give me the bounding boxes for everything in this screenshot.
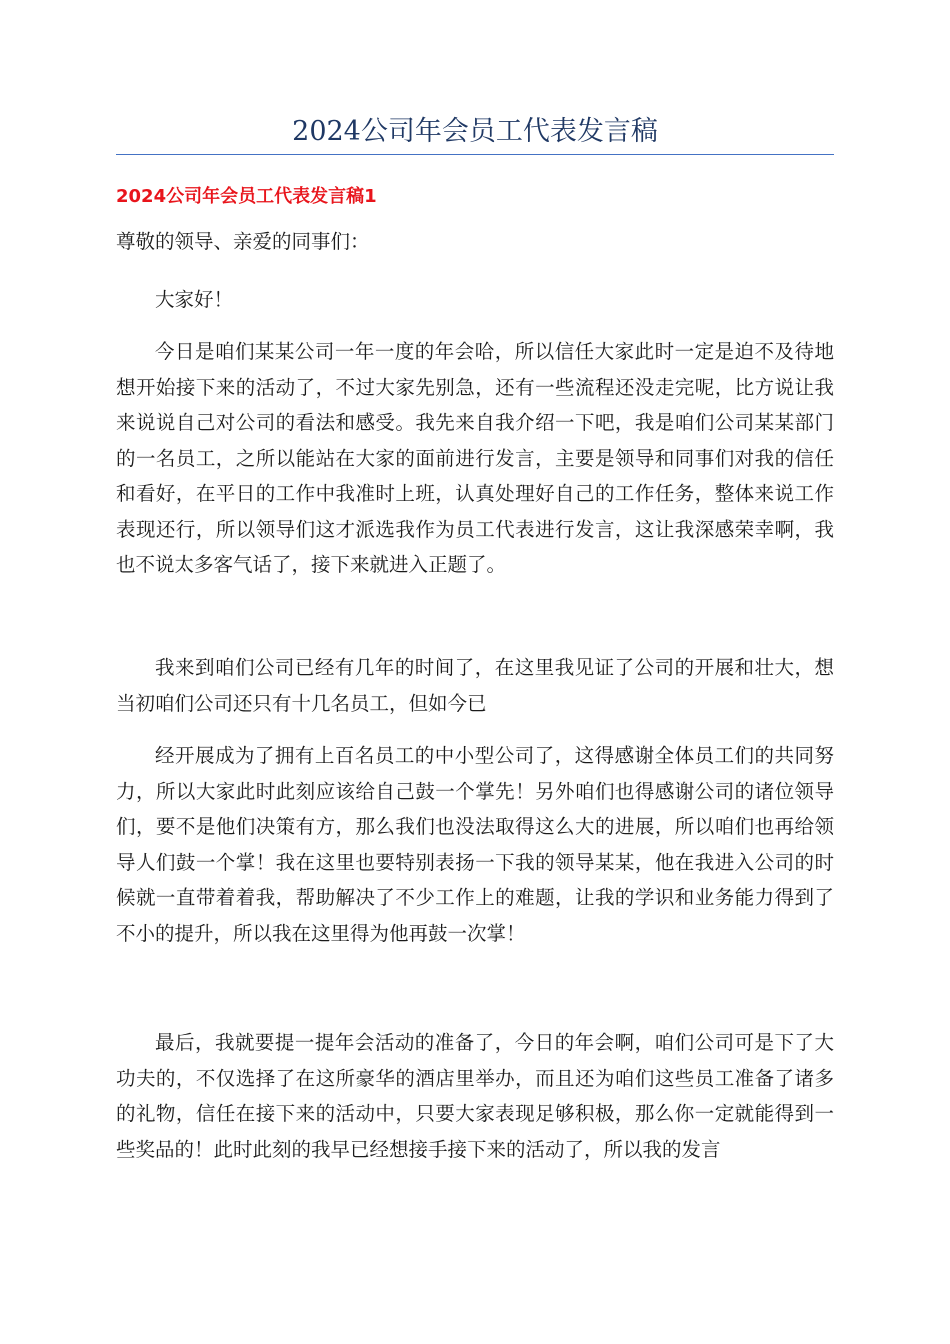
section-heading: 2024公司年会员工代表发言稿1 bbox=[116, 186, 377, 207]
paragraph-2: 我来到咱们公司已经有几年的时间了，在这里我见证了公司的开展和壮大，想当初咱们公司还只有十几名员工，但如今已 bbox=[116, 656, 834, 715]
paragraph-3: 经开展成为了拥有上百名员工的中小型公司了，这得感谢全体员工们的共同努力，所以大家此时此刻应该给自己鼓一个掌先！另外咱们也得感谢公司的诸位领导们，要不是他们决策有方，那么我们也没法取得这么大的进展，所以咱们也再给领导人们鼓一个掌！我在这里也要特别表扬一下我的领导某某，他在我进入公司的时候就一直带着着我，帮助解决了不少工作上的难题，让我的学识和业务能力得到了不小的提升，所以我在这里得为他再鼓一次掌！ bbox=[116, 744, 834, 945]
greeting-line: 尊敬的领导、亲爱的同事们： bbox=[116, 230, 370, 253]
document-title: 2024公司年会员工代表发言稿 bbox=[292, 116, 658, 147]
paragraph-1: 今日是咱们某某公司一年一度的年会哈，所以信任大家此时一定是迫不及待地想开始接下来的活动了，不过大家先别急，还有一些流程还没走完呢，比方说让我来说说自己对公司的看法和感受。我先来自我介绍一下吧，我是咱们公司某某部门的一名员工，之所以能站在大家的面前进行发言，主要是领导和同事们对我的信任和看好，在平日的工作中我准时上班，认真处理好自己的工作任务，整体来说工作表现还行，所以领导们这才派选我作为员工代表进行发言，这让我深感荣幸啊，我也不说太多客气话了，接下来就进入正题了。 bbox=[116, 340, 834, 576]
title-underline bbox=[116, 154, 834, 155]
paragraph-4: 最后，我就要提一提年会活动的准备了，今日的年会啊，咱们公司可是下了大功夫的，不仅选择了在这所豪华的酒店里举办，而且还为咱们这些员工准备了诸多的礼物，信任在接下来的活动中，只要大家表现足够积极，那么你一定就能得到一些奖品的！此时此刻的我早已经想接手接下来的活动了，所以我的发言 bbox=[116, 1031, 834, 1161]
hello-line: 大家好！ bbox=[155, 288, 234, 311]
